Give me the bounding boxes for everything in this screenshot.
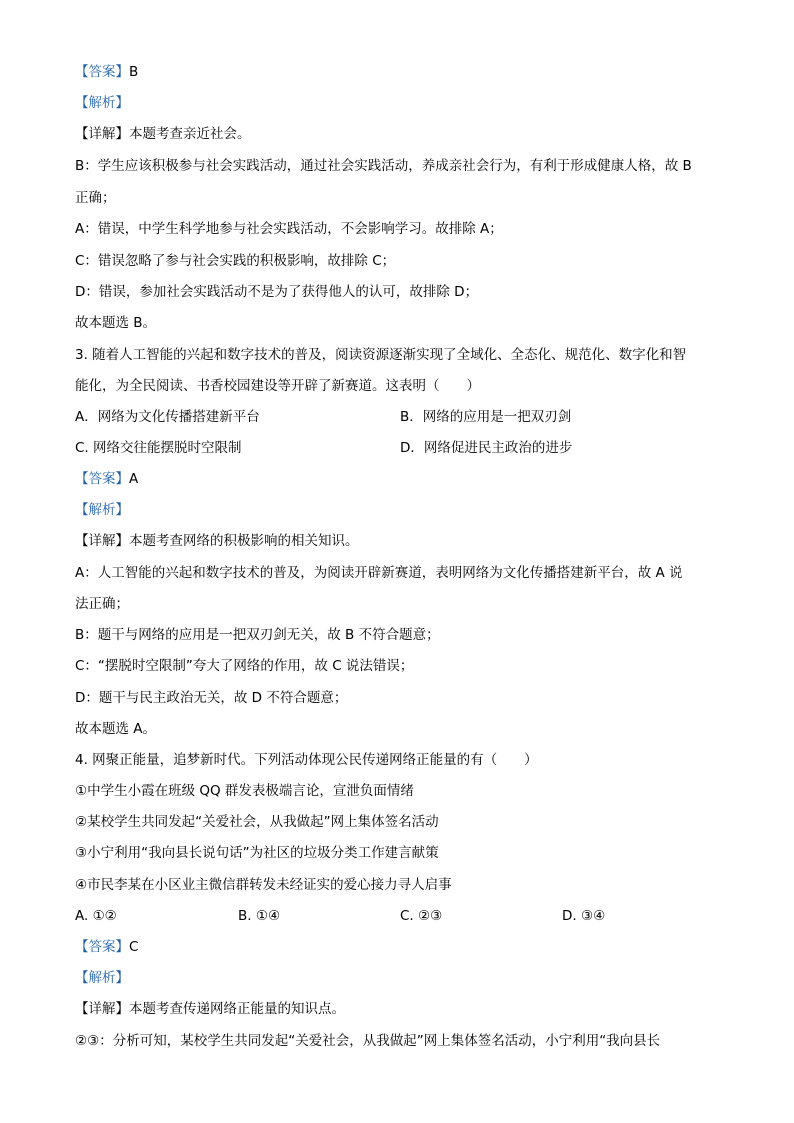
option-b: B．网络的应用是一把双刃剑 [400, 409, 572, 425]
answer-label: 【答案】 [75, 471, 129, 487]
detail-label: 【详解】 [75, 126, 129, 142]
explanation-line: 正确； [75, 190, 116, 206]
explanation-line: B：题干与网络的应用是一把双刃剑无关，故 B 不符合题意； [75, 627, 440, 643]
detail-label: 【详解】 [75, 533, 129, 549]
statement-item: ③小宁利用“我向县长说句话”为社区的垃圾分类工作建言献策 [75, 845, 439, 861]
detail-line [75, 532, 720, 550]
explanation-line: B：学生应该积极参与社会实践活动，通过社会实践活动，养成亲社会行为，有利于形成健康人格，故 B [75, 158, 692, 174]
explanation-line: D：题干与民主政治无关，故 D 不符合题意； [75, 690, 348, 706]
analysis-label: 【解析】 [75, 95, 129, 111]
answer-value: B [129, 64, 139, 80]
question-stem: 能化，为全民阅读、书香校园建设等开辟了新赛道。这表明（ ） [75, 378, 480, 394]
answer-value: C [129, 939, 139, 955]
question-stem: 3. 随着人工智能的兴起和数字技术的普及，阅读资源逐渐实现了全域化、全态化、规范化、数字化和智 [75, 347, 687, 363]
answer-line [75, 938, 720, 956]
question-stem: 4. 网聚正能量，追梦新时代。下列活动体现公民传递网络正能量的有（ ） [75, 752, 538, 768]
option-b: B. ①④ [238, 908, 281, 924]
option-a: A. ①② [75, 908, 117, 924]
option-c: C. 网络交往能摆脱时空限制 [75, 440, 242, 456]
detail-text: 本题考查传递网络正能量的知识点。 [129, 1001, 345, 1017]
detail-label: 【详解】 [75, 1001, 129, 1017]
option-c: C. ②③ [400, 908, 443, 924]
explanation-line: A：错误，中学生科学地参与社会实践活动，不会影响学习。故排除 A； [75, 221, 503, 237]
option-a: A．网络为文化传播搭建新平台 [75, 409, 260, 425]
statement-item: ①中学生小霞在班级 QQ 群发表极端言论，宣泄负面情绪 [75, 783, 414, 799]
explanation-line: C：“摆脱时空限制”夸大了网络的作用，故 C 说法错误； [75, 658, 414, 674]
detail-text: 本题考查亲近社会。 [129, 126, 251, 142]
statement-item: ④市民李某在小区业主微信群转发未经证实的爱心接力寻人启事 [75, 877, 452, 893]
analysis-label: 【解析】 [75, 502, 129, 518]
detail-line [75, 1000, 720, 1018]
answer-line [75, 63, 720, 81]
explanation-line: D：错误，参加社会实践活动不是为了获得他人的认可，故排除 D； [75, 284, 479, 300]
option-d: D．网络促进民主政治的进步 [400, 440, 573, 456]
explanation-line: A：人工智能的兴起和数字技术的普及，为阅读开辟新赛道，表明网络为文化传播搭建新平台，故 A 说 [75, 565, 683, 581]
explanation-line: C：错误忽略了参与社会实践的积极影响，故排除 C； [75, 253, 396, 269]
explanation-line: 法正确； [75, 596, 129, 612]
answer-label: 【答案】 [75, 64, 129, 80]
option-d: D. ③④ [562, 908, 606, 924]
detail-text: 本题考查网络的积极影响的相关知识。 [129, 533, 359, 549]
conclusion-line: 故本题选 A。 [75, 721, 157, 737]
statement-item: ②某校学生共同发起“关爱社会，从我做起”网上集体签名活动 [75, 814, 439, 830]
analysis-label: 【解析】 [75, 970, 129, 986]
answer-value: A [129, 471, 139, 487]
conclusion-line: 故本题选 B。 [75, 315, 157, 331]
explanation-line: ②③：分析可知，某校学生共同发起“关爱社会，从我做起”网上集体签名活动，小宁利用“我向县长 [75, 1033, 661, 1049]
answer-line [75, 470, 720, 488]
answer-label: 【答案】 [75, 939, 129, 955]
detail-line [75, 125, 720, 143]
